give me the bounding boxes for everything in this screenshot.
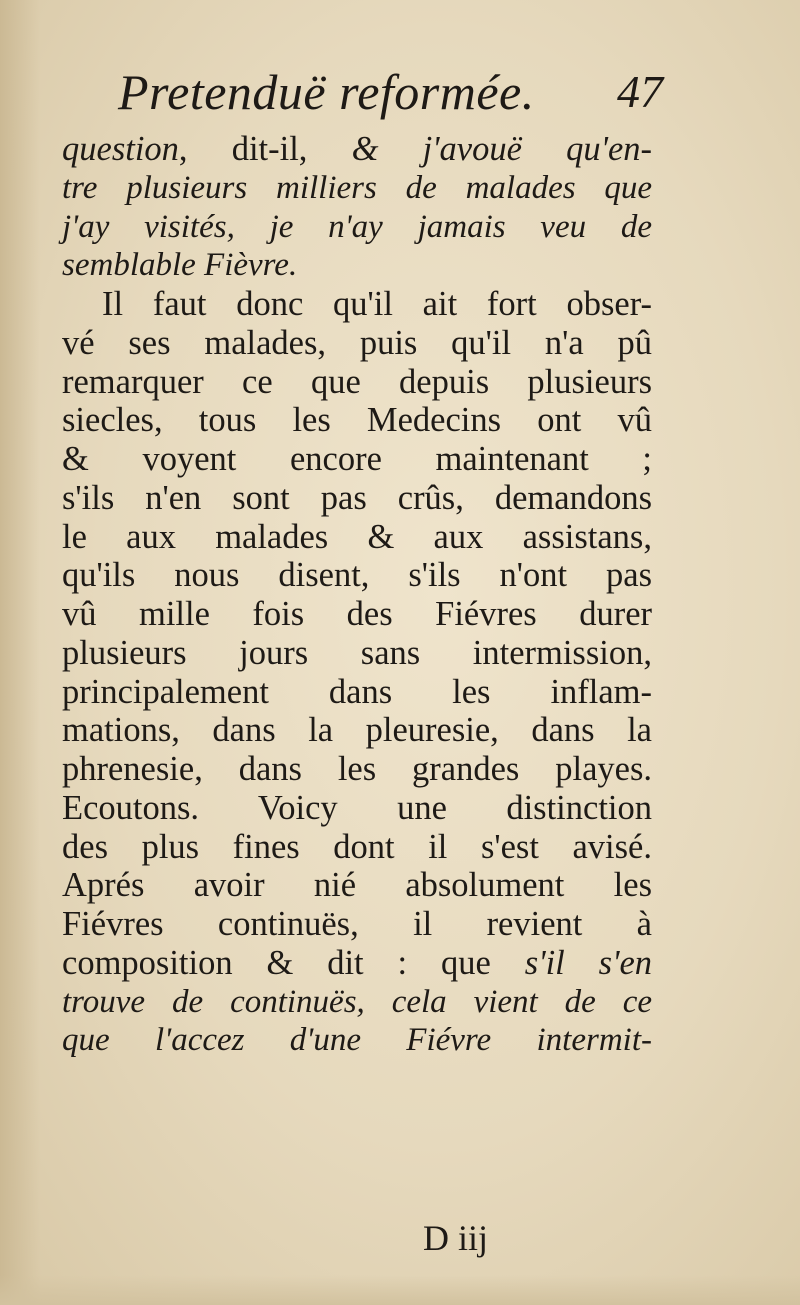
text-line: & voyent encore maintenant ; [62, 440, 652, 478]
text-line: s'ils n'en sont pas crûs, demandons [62, 478, 652, 517]
text-line: qu'ils nous disent, s'ils n'ont pas [62, 556, 652, 595]
body-text [62, 130, 652, 1060]
text-line: que l'accez d'une Fiévre intermit- [62, 1022, 652, 1059]
text-line: trouve de continuës, cela vient de ce [62, 983, 652, 1020]
text-line-roman-part: , dit-il, [178, 130, 352, 168]
running-title: Pretenduë reformée. [118, 64, 535, 120]
text-line: Ecoutons. Voicy une distinction [62, 788, 652, 827]
text-line-italic-part: & j'avouë qu'en- [351, 130, 652, 168]
page-edge-shadow-left [0, 0, 40, 1305]
page-header [118, 62, 663, 122]
page-number: 47 [617, 66, 663, 117]
text-line: j'ay visités, je n'ay jamais veu de [62, 208, 652, 245]
text-line: vé ses malades, puis qu'il n'a pû [62, 323, 652, 362]
text-line: des plus fines dont il s'est avisé. [62, 827, 652, 866]
text-line: phrenesie, dans les grandes playes. [62, 750, 652, 788]
text-line: vû mille fois des Fiévres durer [62, 595, 652, 633]
text-line: Il faut donc qu'il ait fort obser- [102, 285, 652, 323]
text-line: principalement dans les inflam- [62, 672, 652, 711]
text-line: Aprés avoir nié absolument les [62, 866, 652, 905]
text-line: semblable Fièvre. [62, 247, 298, 284]
text-line [62, 944, 652, 983]
signature-mark: D iij [423, 1218, 489, 1258]
text-line [62, 130, 652, 169]
text-line: plusieurs jours sans intermission, [62, 633, 652, 672]
text-line-italic-part: s'il s'en [524, 943, 653, 982]
text-line: le aux malades & aux assistans, [62, 517, 652, 556]
text-line: remarquer ce que depuis plusieurs [62, 362, 652, 401]
page-edge-shadow-bottom [0, 1275, 800, 1305]
text-line-italic-part: question [62, 130, 179, 168]
text-line: Fiévres continuës, il revient à [62, 905, 652, 943]
text-line: tre plusieurs milliers de malades que [62, 169, 652, 206]
text-line-roman-part: composition & dit : que [62, 943, 525, 982]
text-line: mations, dans la pleuresie, dans la [62, 711, 652, 750]
text-line: siecles, tous les Medecins ont vû [62, 401, 652, 440]
